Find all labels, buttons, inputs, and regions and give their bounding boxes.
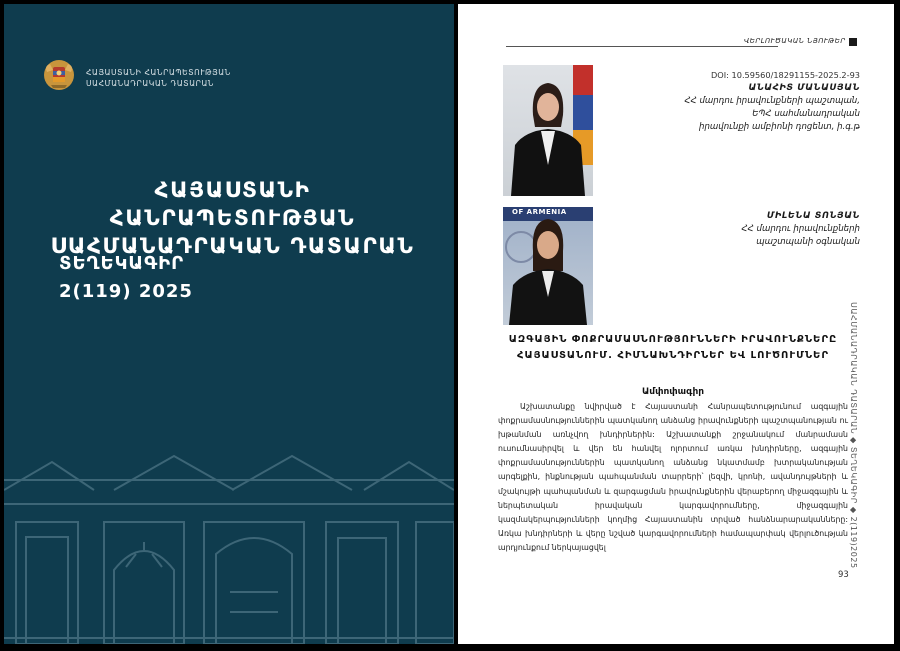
author-photo-1 — [503, 65, 593, 196]
issue-number: 2(119) 2025 — [59, 281, 193, 302]
author-photo-2 — [503, 207, 593, 325]
court-name-small: ՀԱՅԱՍՏԱՆԻ ՀԱՆՐԱՊԵՏՈՒԹՅԱՆ ՍԱՀՄԱՆԱԴՐԱԿԱՆ ԴԱՏԱՐԱՆ — [86, 68, 231, 88]
author-block-1 — [684, 82, 860, 134]
running-header: ՎԵՐԼՈՒԾԱԿԱՆ ՆՅՈՒԹԵՐ — [744, 37, 846, 45]
abstract-text: Աշխատանքը նվիրված է Հայաստանի Հանրապետությունում ազգային փոքրամասնություններին պատկանող անձանց իրավունքների պաշտպանության ու խթանման առնչվող խնդիրներին: Աշխատանքի շրջանակում մանրամասն ուսումնասիրվել և վեր են հանվել ոլորտում առկա խնդիրները, ազգային փոքրամասնություններին պատկանող անձանց նկատմամբ խտրականության արգելքին, ինքնության պահպանման տարրերի՝ լեզվի, կրոնի, ավանդույթների և մշակույթի պահպանման և զարգացման իրավունքներին վերաբերող միջազգային և ներպետական իրավական կարգավորումները, միջազգային կազմակերպությունների կողմից Հայաստանին տրված հանձնարարականները: Առկա խնդիրների և վերը նշված կարգավորումների համապարփակ վերլուծության արդյունքում ներկայացվել — [498, 402, 848, 552]
abstract-heading: Ամփոփագիր — [641, 387, 705, 397]
author-block-2 — [741, 210, 860, 249]
author-portrait-1-icon — [503, 65, 593, 196]
doi: DOI: 10.59560/18291155-2025.2-93 — [711, 70, 860, 80]
author-affiliation: ԵՊՀ սահմանադրական — [752, 109, 860, 119]
author-name: ՄԻԼԵՆԱ ՏՈՆՅԱՆ — [766, 211, 860, 221]
photo-banner-text: OF ARMENIA — [512, 208, 567, 216]
author-portrait-2-icon — [503, 207, 593, 325]
page-number: 93 — [838, 570, 849, 580]
side-running-label — [847, 302, 861, 594]
cover-subtitle — [59, 250, 193, 306]
header-marker — [849, 38, 857, 46]
cover-title: ՀԱՅԱՍՏԱՆԻ ՀԱՆՐԱՊԵՏՈՒԹՅԱՆ ՍԱՀՄԱՆԱԴՐԱԿԱՆ ԴԱՏԱՐԱՆ — [50, 178, 415, 259]
armenian-coat-of-arms-icon — [42, 58, 76, 92]
side-label-text: ՍԱՀՄԱՆԱԴՐԱԿԱՆ ԴԱՏԱՐԱՆ ◆ ՏԵՂԵԿԱԳԻՐ ◆ 2(119)2025 — [849, 302, 858, 569]
author-name: ԱՆԱՀԻՏ ՄԱՆԱՍՅԱՆ — [748, 83, 860, 93]
article-title: ԱԶԳԱՅԻՆ ՓՈՔՐԱՄԱՍՆՈՒԹՅՈՒՆՆԵՐԻ ԻՐԱՎՈՒՆՔՆԵՐԸ ՀԱՅԱՍՏԱՆՈՒՄ. ՀԻՄՆԱԽՆԴԻՐՆԵՐ ԵՎ ԼՈՒԾՈՒՄՆԵՐ — [508, 334, 838, 361]
author-affiliation: իրավունքի ամբիոնի դոցենտ, ի.գ.թ — [699, 122, 860, 132]
header-rule — [506, 46, 778, 47]
journal-cover — [4, 4, 454, 644]
author-affiliation: ՀՀ մարդու իրավունքների — [741, 224, 860, 234]
author-affiliation: ՀՀ մարդու իրավունքների պաշտպան, — [684, 96, 860, 106]
author-affiliation: պաշտպանի օգնական — [756, 237, 860, 247]
article-page — [458, 4, 894, 644]
bulletin-label: ՏԵՂԵԿԱԳԻՐ — [59, 253, 185, 274]
court-building-illustration — [4, 442, 454, 644]
